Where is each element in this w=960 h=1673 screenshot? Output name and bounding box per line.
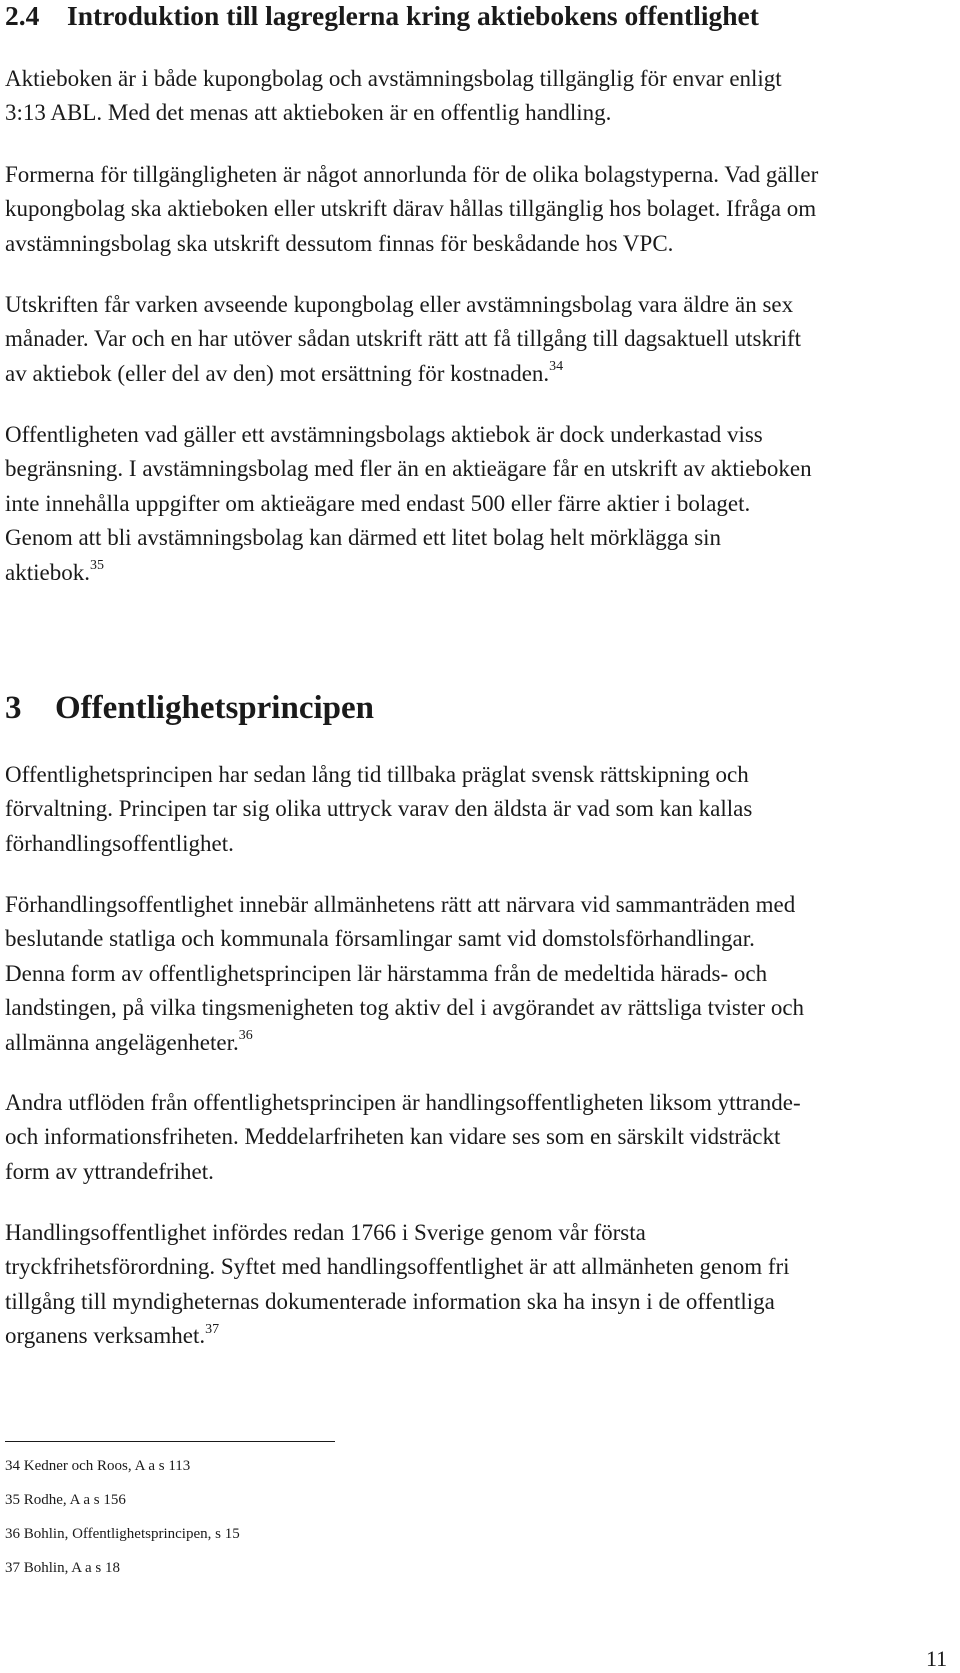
text-line: Genom att bli avstämningsbolag kan därmed ett litet bolag helt mörklägga sin [5, 525, 722, 551]
section-heading [5, 0, 759, 32]
paragraph [5, 158, 940, 261]
text-line-content: allmänna angelägenheter. [5, 1029, 239, 1055]
text-line: Offentligheten vad gäller ett avstämningsbolags aktiebok är dock underkastad viss [5, 422, 763, 447]
section-title: Introduktion till lagreglerna kring aktiebokens offentlighet [67, 0, 759, 31]
text-line: landstingen, på vilka tingsmenigheten tog aktiv del i avgörandet av rättsliga tvister och [5, 995, 805, 1021]
text-line [5, 1026, 940, 1060]
text-line: tryckfrihetsförordning. Syftet med handlingsoffentlighet är att allmänheten genom fri [5, 1254, 790, 1280]
footnote-reference: 34 [549, 359, 564, 375]
page-number: 11 [926, 1646, 948, 1671]
footnote: 34 Kedner och Roos, A a s 113 [5, 1458, 191, 1474]
footnote-reference: 36 [238, 1027, 253, 1043]
text-line: förhandlingsoffentlighet. [5, 830, 234, 856]
text-line: månader. Var och en har utöver sådan utskrift rätt att få tillgång till dagsaktuell utskrift [5, 326, 802, 352]
text-line: avstämningsbolag ska utskrift dessutom finnas för beskådande hos VPC. [5, 230, 674, 256]
text-line: Denna form av offentlighetsprincipen lär härstamma från de medeltida härads- och [5, 960, 768, 986]
text-line: Aktieboken är i både kupongbolag och avstämningsbolag tillgänglig för envar enligt [5, 66, 782, 91]
paragraph [5, 758, 940, 861]
text-line: form av yttrandefrihet. [5, 1158, 214, 1184]
paragraph [5, 888, 940, 1060]
text-line-content: aktiebok. [5, 559, 90, 585]
footnote-reference: 37 [205, 1321, 220, 1337]
text-line: Andra utflöden från offentlighetsprincipen är handlingsoffentligheten liksom yttrande- [5, 1090, 801, 1115]
text-line [5, 357, 940, 391]
paragraph [5, 288, 940, 391]
footnote: 37 Bohlin, A a s 18 [5, 1560, 121, 1576]
text-line-content: organens verksamhet. [5, 1323, 206, 1349]
text-line: Utskriften får varken avseende kupongbolag eller avstämningsbolag vara äldre än sex [5, 292, 794, 317]
text-line: kupongbolag ska aktieboken eller utskrift därav hållas tillgänglig hos bolaget. Ifråga om [5, 196, 817, 222]
footnote: 35 Rodhe, A a s 156 [5, 1492, 126, 1508]
paragraph [5, 1086, 940, 1189]
text-line [5, 1319, 940, 1353]
text-line: begränsning. I avstämningsbolag med fler än en aktieägare får en utskrift av aktieboken [5, 456, 812, 482]
paragraph [5, 1216, 940, 1354]
paragraph [5, 418, 940, 590]
text-line: 3:13 ABL. Med det menas att aktieboken är en offentlig handling. [5, 100, 612, 126]
chapter-heading [5, 688, 374, 728]
text-line: tillgång till myndigheternas dokumenterade information ska ha insyn i de offentliga [5, 1288, 775, 1314]
text-line-content: av aktiebok (eller del av den) mot ersättning för kostnaden. [5, 360, 550, 386]
paragraph [5, 62, 940, 131]
footnote: 36 Bohlin, Offentlighetsprincipen, s 15 [5, 1526, 240, 1542]
text-line: inte innehålla uppgifter om aktieägare med endast 500 eller färre aktier i bolaget. [5, 490, 751, 516]
text-line: Handlingsoffentlighet infördes redan 1766 i Sverige genom vår första [5, 1220, 646, 1245]
text-line: beslutande statliga och kommunala församlingar samt vid domstolsförhandlingar. [5, 926, 755, 952]
text-line: förvaltning. Principen tar sig olika uttryck varav den äldsta är vad som kan kallas [5, 796, 753, 822]
text-line: Förhandlingsoffentlighet innebär allmänhetens rätt att närvara vid sammanträden med [5, 892, 796, 917]
chapter-title: Offentlighetsprincipen [55, 690, 374, 726]
text-line [5, 556, 940, 590]
footnote-separator [5, 1441, 335, 1442]
footnote-reference: 35 [89, 557, 104, 573]
chapter-number: 3 [5, 690, 22, 726]
section-number: 2.4 [5, 0, 40, 31]
text-line: och informationsfriheten. Meddelarfriheten kan vidare ses som en särskilt vidsträckt [5, 1124, 781, 1150]
text-line: Offentlighetsprincipen har sedan lång tid tillbaka präglat svensk rättskipning och [5, 762, 749, 787]
text-line: Formerna för tillgängligheten är något annorlunda för de olika bolagstyperna. Vad gäller [5, 162, 819, 187]
